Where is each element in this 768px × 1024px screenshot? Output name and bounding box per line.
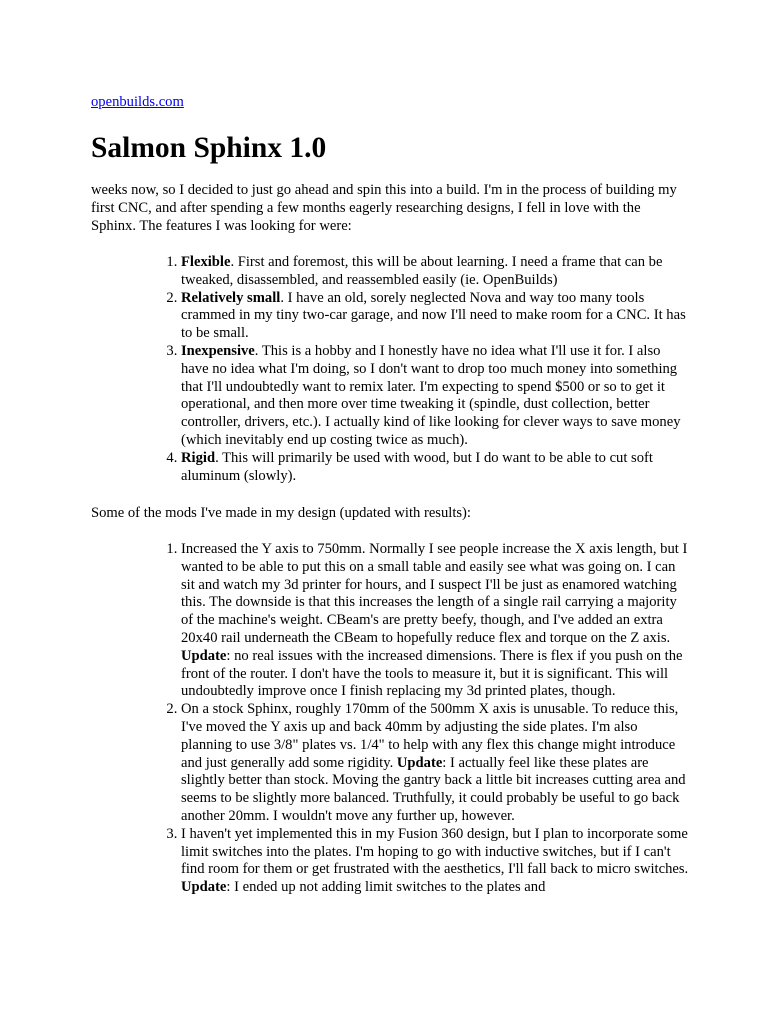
features-list [91,254,691,485]
list-item [181,541,691,701]
mod-text: On a stock Sphinx, roughly 170mm of the 500mm X axis is unusable. To reduce this, I've moved the Y axis up and back 40mm by adjusting the side plates. I'm also planning to use 3/8" plates vs. 1/4" to help with any flex this change might introduce and just generally add some rigidity. [181,701,679,771]
feature-term: Relatively small [181,289,281,306]
mods-list [91,541,691,897]
feature-term: Rigid [181,449,216,466]
list-item [181,701,691,826]
page-title: Salmon Sphinx 1.0 [91,132,327,164]
feature-text: . First and foremost, this will be about learning. I need a frame that can be tweaked, disassembled, and reassembled easily (ie. OpenBuilds) [181,254,663,288]
update-label: Update [396,754,443,771]
update-label: Update [181,879,227,896]
list-item [181,254,691,290]
update-label: Update [181,647,227,664]
feature-text: . I have an old, sorely neglected Nova and way too many tools crammed in my tiny two-car garage, and now I'll need to make room for a CNC. It has to be small. [181,289,686,342]
list-item [181,343,691,450]
list-item [181,290,691,343]
update-text: : I ended up not adding limit switches to the plates and [226,879,546,896]
mod-text: Increased the Y axis to 750mm. Normally I see people increase the X axis length, but I wanted to be able to put this on a small table and easily see what was going on. I can sit and watch my 3d printer for hours, and I suspect I'll be just as enamored watching this. The downside is that this increases the length of a single rail carrying a majority of the machine's weight. CBeam's are pretty beefy, though, and I've added an extra 20x40 rail underneath the CBeam to hopefully reduce flex and torque on the Z axis. [181,541,688,646]
update-text: : no real issues with the increased dimensions. There is flex if you push on the front of the router. I don't have the tools to measure it, but it is significant. This will undoubtedly improve once I finish replacing my 3d printed plates, though. [181,647,683,700]
mod-text: I haven't yet implemented this in my Fusion 360 design, but I plan to incorporate some limit switches into the plates. I'm hoping to go with inductive switches, but if I can't find room for them or get frustrated with the aesthetics, I'll fall back to micro switches. [181,825,689,878]
source-link[interactable]: openbuilds.com [91,94,184,110]
list-item [181,450,691,486]
feature-term: Inexpensive [181,342,255,359]
intro-paragraph: weeks now, so I decided to just go ahead and spin this into a build. I'm in the process of building my first CNC, and after spending a few months eagerly researching designs, I fell in love with the Sphinx. The features I was looking for were: [91,182,677,234]
feature-term: Flexible [181,254,231,270]
list-item [181,826,691,897]
feature-text: . This is a hobby and I honestly have no idea what I'll use it for. I also have no idea what I'm doing, so I don't want to drop too much money into something that I'll undoubtedly want to remix later. I'm expecting to spend $500 or so to get it operational, and then more over time tweaking it (spindle, dust collection, better controller, drivers, etc.). I actually kind of like looking for clever ways to save money (which inevitably end up costing twice as much). [181,342,681,448]
update-text: : I actually feel like these plates are slightly better than stock. Moving the gantry back a little bit increases cutting area and seems to be slightly more balanced. Truthfully, it could probably be useful to go back another 20mm. I wouldn't move any further up, however. [181,754,686,824]
mods-intro-paragraph: Some of the mods I've made in my design (updated with results): [91,505,471,521]
feature-text: . This will primarily be used with wood, but I do want to be able to cut soft aluminum (slowly). [181,449,653,484]
